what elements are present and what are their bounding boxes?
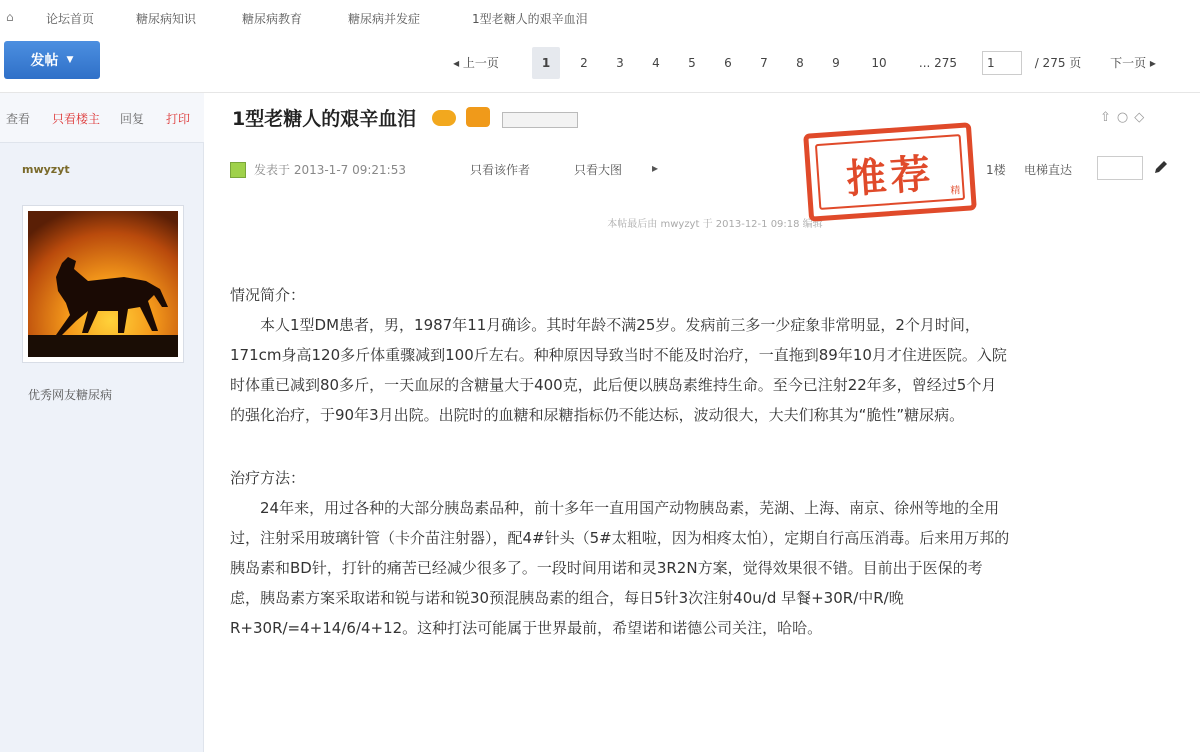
image-badge-icon [466,107,490,127]
post-timestamp: 发表于 2013-1-7 09:21:53 [254,163,406,177]
tab-reply[interactable]: 回复 [120,112,145,126]
floor-jump-input[interactable] [1097,156,1143,180]
only-images-link[interactable]: 只看大图 [574,163,623,177]
sidebar-tabs [0,93,204,143]
tab-print[interactable]: 打印 [166,112,191,126]
post-reply-button[interactable] [4,41,100,79]
total-pages-label: / 275 页 [1034,56,1082,70]
page-link-3[interactable]: 3 [616,56,624,70]
author-sidebar [0,93,204,752]
next-page-link[interactable]: 下一页 ▸ [1110,56,1156,70]
page-link-7[interactable]: 7 [760,56,768,70]
method-paragraph: 24年来，用过各种的大部分胰岛素品种，前十多年一直用国产动物胰岛素，芜湖、上海、南京、徐州等地的全用过，注射采用玻璃针管（卡介苗注射器），配4#针头（5#太粗啦，因为相疼太怕），定期自行高压消毒。后来用万邦的胰岛素和BD针，打针的痛苦已经减少很多了。一段时间用诺和灵3R2N方案，觉得效果很不错。目前出于医保的考虑，胰岛素方案采取诺和锐与诺和锐30预混胰岛素的组合，每日5针3次注射40u/d 早餐+30R/中R/晚R+30R/=4+14/6/4+12。这种打法可能属于世界最前，希望诺和诺德公司关注，哈哈。 [230,499,1010,637]
author-user-title: 优秀网友糖尿病 [28,388,113,402]
top-navigation [0,0,1200,36]
intro-heading: 情况简介： [230,286,306,304]
chevron-down-icon[interactable]: ▼ [66,55,74,65]
tab-only-author[interactable]: 只看楼主 [52,112,101,126]
page-link-6[interactable]: 6 [724,56,732,70]
prev-page-link[interactable]: ◂ 上一页 [453,56,499,70]
stamp-text: 推荐 [844,149,936,204]
share-icon[interactable]: ⇧ [1100,110,1117,125]
thread-tools [1100,110,1150,125]
horse-sunset-avatar-icon [28,211,178,357]
only-author-link[interactable]: 只看该作者 [470,163,531,177]
hot-badge-icon [432,110,456,126]
page-link-2[interactable]: 2 [580,56,588,70]
reply-button-label: 发帖 [30,53,59,69]
page-link-last[interactable]: ... 275 [918,56,958,70]
refresh-icon[interactable]: ○ [1116,110,1135,125]
method-heading: 治疗方法： [230,469,306,487]
thread-title: 1型老糖人的艰辛血泪 [232,108,417,130]
pagination [426,47,1170,79]
page-link-1[interactable]: 1 [532,47,560,79]
chevron-right-icon[interactable]: ▸ [652,161,659,175]
nav-link-complications[interactable]: 糖尿病并发症 [348,12,421,26]
edit-note: 本帖最后由 mwyzyt 于 2013-12-1 09:18 编辑 [607,219,823,230]
nav-link-forum-home[interactable]: 论坛首页 [46,12,95,26]
page-link-9[interactable]: 9 [832,56,840,70]
page-link-4[interactable]: 4 [652,56,660,70]
recommend-stamp [803,122,977,222]
floor-number: 1楼 [986,163,1006,177]
thread-tag[interactable] [502,112,578,128]
page-link-8[interactable]: 8 [796,56,804,70]
intro-paragraph: 本人1型DM患者，男，1987年11月确诊。其时年龄不满25岁。发病前三多一少症象非常明显，2个月时间，171cm身高120多斤体重骤减到100斤左右。种种原因导致当时不能及时治疗，一直拖到89年10月才住进医院。入院时体重已减到80多斤，一天血尿的含糖量大于400克，此后便以胰岛素维持生命。至今已注射22年多，曾经过5个月的强化治疗，于90年3月出院。出院时的血糖和尿糖指标仍不能达标，波动很大，大夫们称其为“脆性”糖尿病。 [230,316,1007,424]
breadcrumb-current: 1型老糖人的艰辛血泪 [472,12,588,26]
stamp-small-text: 精 [950,185,961,197]
tab-view[interactable]: 查看 [6,112,31,126]
nav-link-education[interactable]: 糖尿病教育 [242,12,303,26]
page-link-10[interactable]: 10 [871,56,887,70]
page-link-5[interactable]: 5 [688,56,696,70]
paragraph-gap [230,430,1010,463]
page-number-input[interactable] [982,51,1022,75]
home-icon[interactable]: ⌂ [6,10,14,24]
settings-icon[interactable]: ◇ [1134,110,1151,125]
pen-icon[interactable] [1152,158,1170,176]
author-username[interactable]: mwyzyt [22,163,70,176]
floor-jump-label: 电梯直达 [1024,163,1073,177]
post-body [230,280,1010,643]
nav-link-knowledge[interactable]: 糖尿病知识 [136,12,197,26]
online-status-icon [230,162,246,178]
